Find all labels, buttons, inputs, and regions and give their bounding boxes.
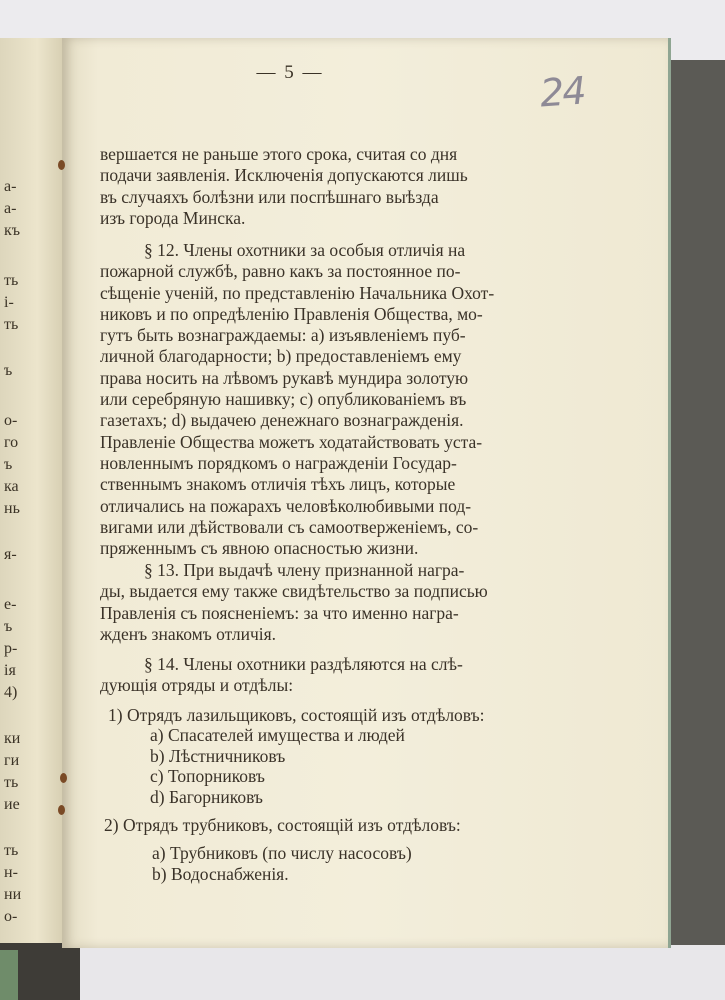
binding-hole <box>58 160 65 170</box>
fragment: е- <box>4 596 17 613</box>
fragment: ъ <box>4 618 13 635</box>
text-line: пряженнымъ съ явною опасностью жизни. <box>100 538 419 559</box>
fragment: о- <box>4 908 18 925</box>
text-line: § 13. При выдачѣ члену признанной награ- <box>144 560 465 580</box>
background-bottom <box>0 945 725 1000</box>
list-item: а) Трубниковъ (по числу насосовъ) <box>152 843 412 863</box>
fragment: ки <box>4 730 21 747</box>
text-line: вигами или дѣйствовали съ самоотверженіемъ, со- <box>100 516 479 537</box>
text-line: сѣщеніе ученій, по представленію Начальника Охот- <box>100 282 495 303</box>
paragraph-continuation <box>100 144 597 229</box>
list-item: d) Багорниковъ <box>150 786 263 807</box>
list-item: b) Водоснабженія. <box>152 863 289 884</box>
fragment: а- <box>4 200 17 217</box>
fragment: ка <box>4 478 19 495</box>
list-item: b) Лѣстничниковъ <box>150 745 286 766</box>
text-line: или серебряную нашивку; с) опубликованіемъ въ <box>100 389 467 410</box>
archive-folio-mark: 24 <box>538 68 586 116</box>
facing-page-text <box>0 178 58 938</box>
text-line: личной благодарности; b) предоставленіемъ ему <box>100 346 462 367</box>
fragment: къ <box>4 222 21 239</box>
page-number: — 5 — <box>256 62 324 83</box>
fragment: 4) <box>4 684 18 701</box>
text-line: изъ города Минска. <box>100 207 246 228</box>
text-line: подачи заявленія. Исключенія допускаются лишь <box>100 165 468 186</box>
binding-hole <box>58 805 65 815</box>
text-line: никовъ и по опредѣленію Правленія Общества, мо- <box>100 303 483 324</box>
text-line: отличались на пожарахъ человѣколюбивыми под- <box>100 495 472 516</box>
fragment: а- <box>4 178 17 195</box>
fragment: ни <box>4 886 22 903</box>
list-item: 1) Отрядъ лазильщиковъ, состоящій изъ отдѣловъ: <box>108 705 485 725</box>
binding-hole <box>60 773 67 783</box>
text-line: дующія отряды и отдѣлы: <box>100 675 294 696</box>
list-item: 2) Отрядъ трубниковъ, состоящій изъ отдѣловъ: <box>104 815 461 835</box>
text-line: пожарной службѣ, равно какъ за постоянное по- <box>100 261 461 282</box>
text-line: права носить на лѣвомъ рукавѣ мундира золотую <box>100 367 469 388</box>
fragment: н- <box>4 864 18 881</box>
text-line: въ случаяхъ болѣзни или поспѣшнаго выѣзда <box>100 186 439 207</box>
cover-edge <box>0 950 18 1000</box>
text-line: новленнымъ порядкомъ о награжденіи Государ- <box>100 452 457 473</box>
text-line: ды, выдается ему также свидѣтельство за подписью <box>100 581 488 602</box>
fragment: ъ <box>4 456 13 473</box>
section-14 <box>100 654 597 697</box>
detachment-title <box>104 815 461 836</box>
text-line: § 12. Члены охотники за особыя отличія на <box>144 240 466 260</box>
fragment: р- <box>4 640 18 657</box>
detachment-title <box>108 705 485 726</box>
fragment: ія <box>4 662 16 679</box>
text-line: вершается не раньше этого срока, считая со дня <box>100 144 458 164</box>
fragment: ть <box>4 272 19 289</box>
text-line: гутъ быть вознаграждаемы: а) изъявленіемъ пуб- <box>100 325 466 346</box>
section-12 <box>100 240 597 559</box>
fragment: я- <box>4 546 17 563</box>
fragment: і- <box>4 294 14 311</box>
fragment: ть <box>4 842 19 859</box>
fragment: ги <box>4 752 20 769</box>
fragment: ть <box>4 774 19 791</box>
division-list <box>150 725 405 807</box>
text-line: § 14. Члены охотники раздѣляются на слѣ- <box>144 654 463 674</box>
fragment: ие <box>4 796 20 813</box>
text-line: Правленіе Общества можетъ ходатайствовать уста- <box>100 431 483 452</box>
division-list <box>152 843 412 884</box>
fragment: нь <box>4 500 20 517</box>
fragment: го <box>4 434 19 451</box>
text-line: ственнымъ знакомъ отличія тѣхъ лицъ, которые <box>100 474 456 495</box>
facing-page-edge <box>0 38 62 943</box>
text-line: Правленія съ поясненіемъ: за что именно награ- <box>100 602 459 623</box>
list-item: а) Спасателей имущества и людей <box>150 725 405 745</box>
list-item: с) Топорниковъ <box>150 766 265 786</box>
fragment: ть <box>4 316 19 333</box>
fragment: о- <box>4 412 18 429</box>
text-line: газетахъ; d) выдачею денежнаго вознагражденія. <box>100 410 464 431</box>
text-line: жденъ знакомъ отличія. <box>100 623 277 644</box>
section-13 <box>100 560 597 645</box>
fragment: ъ <box>4 362 13 379</box>
